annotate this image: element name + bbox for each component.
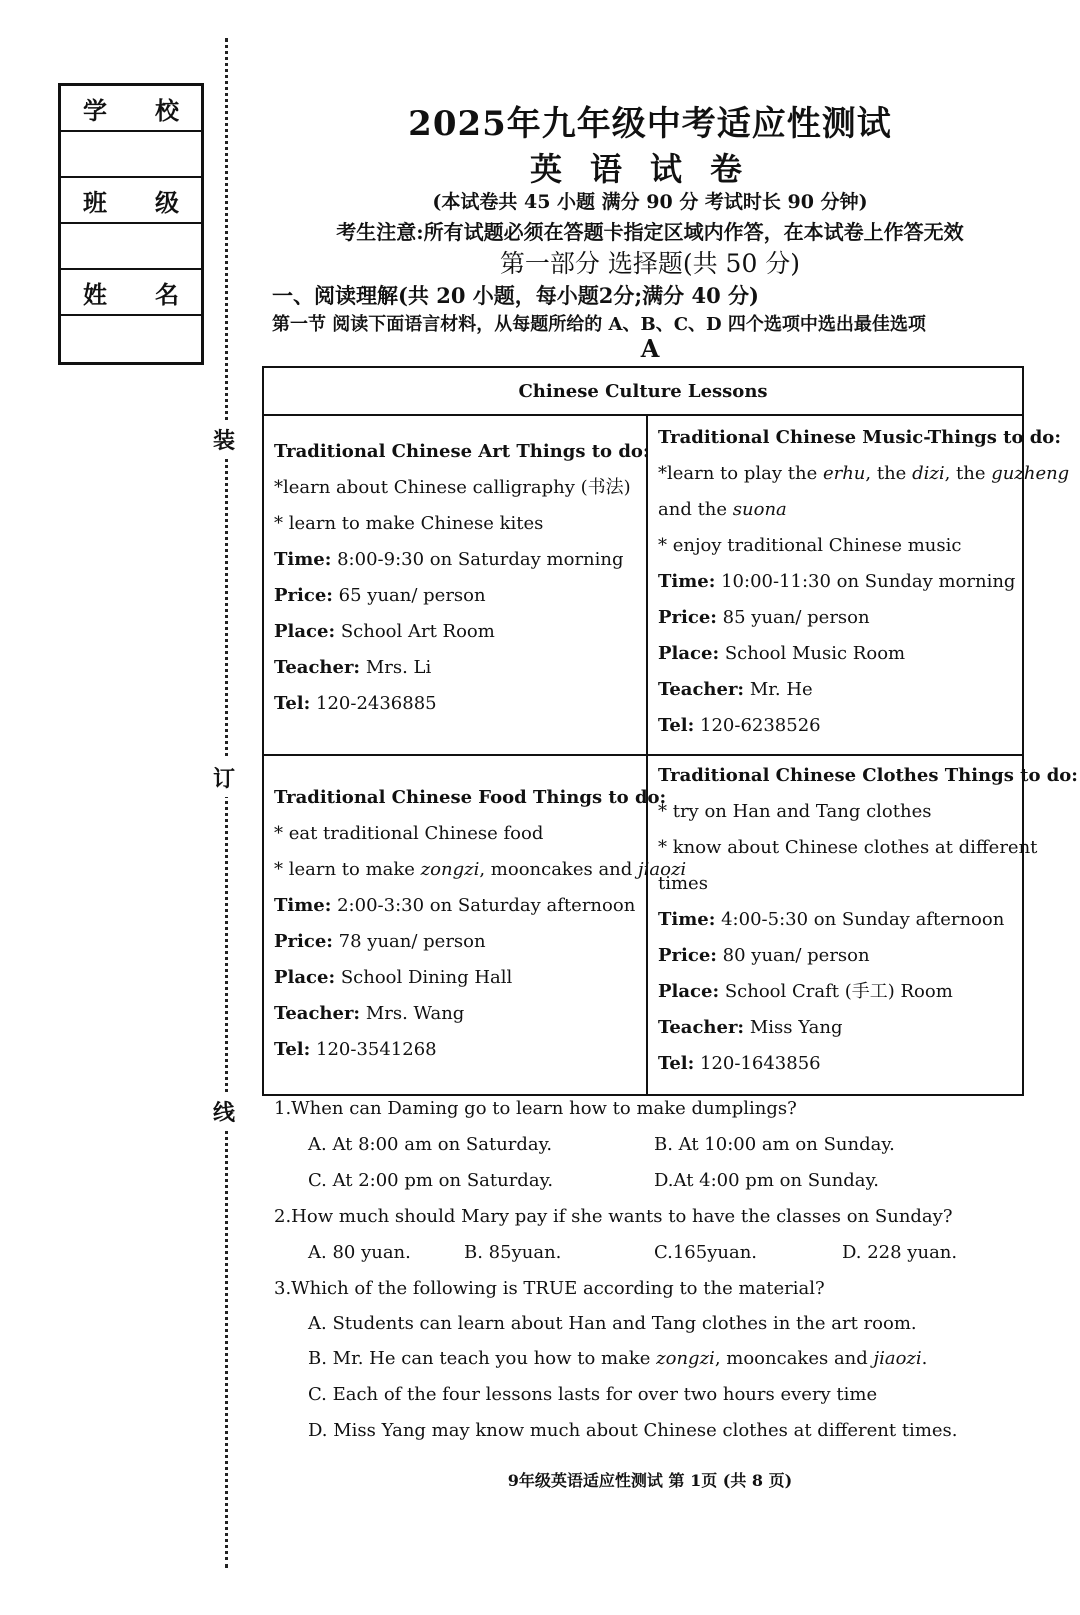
exam-title: 2025年九年级中考适应性测试 (408, 104, 892, 144)
art-place: Place: School Art Room (274, 621, 495, 642)
passage-letter: A (640, 334, 660, 363)
binding-dotted-line (225, 38, 228, 1568)
food-tel: Tel: 120-3541268 (274, 1039, 437, 1060)
music-heading: Traditional Chinese Music-Things to do: (658, 427, 1061, 448)
food-price: Price: 78 yuan/ person (274, 931, 486, 952)
part-title: 第一部分 选择题(共 50 分) (499, 249, 801, 278)
art-heading: Traditional Chinese Art Things to do: (274, 441, 650, 462)
q1-option-d: D.At 4:00 pm on Sunday. (654, 1170, 880, 1191)
binding-char-xian: 线 (213, 1092, 235, 1131)
q3-stem: 3.Which of the following is TRUE according to the material? (274, 1278, 825, 1299)
music-tel: Tel: 120-6238526 (658, 715, 821, 736)
art-item-2: * learn to make Chinese kites (274, 513, 544, 534)
section-title: 一、阅读理解(共 20 小题，每小题2分;满分 40 分) (272, 283, 759, 308)
binding-char-zhuang: 装 (213, 420, 235, 459)
name-field[interactable] (61, 316, 201, 362)
clothes-item-2: * know about Chinese clothes at different (658, 837, 1038, 858)
binding-char-ding: 订 (213, 758, 235, 797)
student-info-box (58, 83, 204, 365)
music-item-1-cont: and the suona (658, 499, 787, 520)
art-teacher: Teacher: Mrs. Li (274, 657, 432, 678)
school-label-char-1: 学 (83, 95, 107, 125)
music-price: Price: 85 yuan/ person (658, 607, 870, 628)
q2-option-b: B. 85yuan. (464, 1242, 562, 1263)
q2-option-d: D. 228 yuan. (842, 1242, 958, 1263)
art-tel: Tel: 120-2436885 (274, 693, 437, 714)
q2-stem: 2.How much should Mary pay if she wants to have the classes on Sunday? (274, 1206, 953, 1227)
section-instruction: 第一节 阅读下面语言材料，从每题所给的 A、B、C、D 四个选项中选出最佳选项 (272, 314, 926, 335)
exam-notice: 考生注意:所有试题必须在答题卡指定区域内作答，在本试卷上作答无效 (336, 220, 964, 244)
page-footer: 9年级英语适应性测试 第 1页 (共 8 页) (507, 1471, 793, 1490)
q3-option-d: D. Miss Yang may know much about Chinese clothes at different times. (308, 1420, 958, 1441)
exam-info: (本试卷共 45 小题 满分 90 分 考试时长 90 分钟) (432, 191, 868, 213)
clothes-lesson-cell (648, 758, 1078, 1082)
food-teacher: Teacher: Mrs. Wang (274, 1003, 465, 1024)
q3-option-a: A. Students can learn about Han and Tang clothes in the art room. (308, 1313, 917, 1334)
name-label-char-2: 名 (155, 279, 179, 309)
q3-option-b: B. Mr. He can teach you how to make zongzi, mooncakes and jiaozi. (308, 1348, 928, 1369)
clothes-item-2-cont: times (658, 873, 708, 894)
name-label-row (61, 270, 201, 316)
q1-option-b: B. At 10:00 am on Sunday. (654, 1134, 895, 1155)
class-label-char-1: 班 (83, 187, 107, 217)
music-item-1: *learn to play the erhu, the dizi, the guzheng (658, 463, 1070, 484)
q3-option-c: C. Each of the four lessons lasts for over two hours every time (308, 1384, 878, 1405)
art-lesson-cell (264, 434, 650, 722)
food-place: Place: School Dining Hall (274, 967, 513, 988)
music-lesson-cell (648, 420, 1070, 744)
table-title: Chinese Culture Lessons (264, 368, 1022, 416)
q1-option-a: A. At 8:00 am on Saturday. (308, 1134, 553, 1155)
food-item-1: * eat traditional Chinese food (274, 823, 544, 844)
q2-option-a: A. 80 yuan. (308, 1242, 411, 1263)
q2-option-c: C.165yuan. (654, 1242, 758, 1263)
clothes-teacher: Teacher: Miss Yang (658, 1017, 843, 1038)
clothes-item-1: * try on Han and Tang clothes (658, 801, 932, 822)
art-time: Time: 8:00-9:30 on Saturday morning (274, 549, 624, 570)
music-place: Place: School Music Room (658, 643, 906, 664)
q1-option-c: C. At 2:00 pm on Saturday. (308, 1170, 554, 1191)
lessons-table (262, 366, 1078, 1096)
school-label-char-2: 校 (155, 95, 179, 125)
name-label-char-1: 姓 (83, 279, 107, 309)
table-horizontal-divider (264, 754, 1022, 756)
exam-subtitle: 英语试卷 (529, 150, 770, 188)
food-time: Time: 2:00-3:30 on Saturday afternoon (274, 895, 636, 916)
class-label-char-2: 级 (155, 187, 179, 217)
class-field[interactable] (61, 224, 201, 270)
clothes-tel: Tel: 120-1643856 (658, 1053, 821, 1074)
music-time: Time: 10:00-11:30 on Sunday morning (658, 571, 1016, 592)
food-item-2: * learn to make zongzi, mooncakes and jiaozi (274, 859, 687, 880)
school-field[interactable] (61, 132, 201, 178)
class-label-row (61, 178, 201, 224)
q1-stem: 1.When can Daming go to learn how to make dumplings? (274, 1098, 797, 1119)
art-item-1: *learn about Chinese calligraphy (书法) (274, 477, 631, 498)
art-price: Price: 65 yuan/ person (274, 585, 486, 606)
clothes-price: Price: 80 yuan/ person (658, 945, 870, 966)
clothes-heading: Traditional Chinese Clothes Things to do: (658, 765, 1078, 786)
clothes-time: Time: 4:00-5:30 on Sunday afternoon (658, 909, 1005, 930)
clothes-place: Place: School Craft (手工) Room (658, 981, 953, 1002)
school-label-row (61, 86, 201, 132)
music-item-2: * enjoy traditional Chinese music (658, 535, 962, 556)
music-teacher: Teacher: Mr. He (658, 679, 813, 700)
food-heading: Traditional Chinese Food Things to do: (274, 787, 667, 808)
